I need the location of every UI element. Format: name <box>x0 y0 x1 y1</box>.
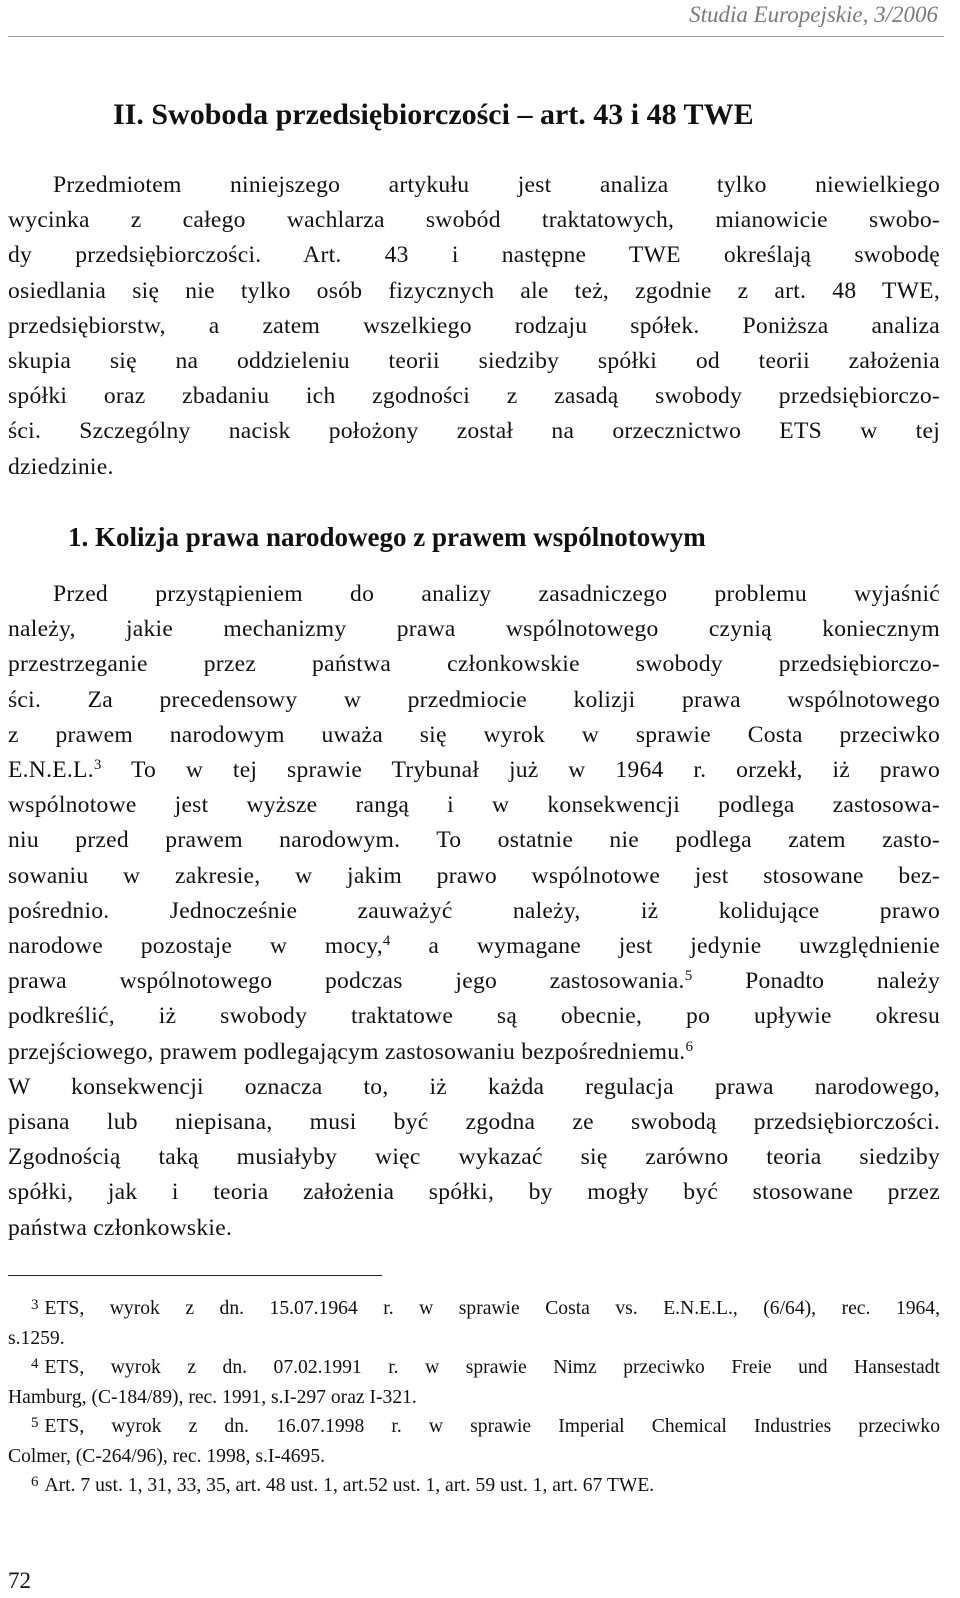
paragraph-line: dy przedsiębiorczości. Art. 43 i następne TWE określają swobodę <box>8 242 940 269</box>
section-heading: II. Swoboda przedsiębiorczości – art. 43 i 48 TWE <box>113 98 754 131</box>
paragraph-line <box>8 964 940 999</box>
paragraph-line: wspólnotowe jest wyższe rangą i w konsekwencji podlega zastosowa- <box>8 792 940 819</box>
footnote-text: ETS, wyrok z dn. 15.07.1964 r. w sprawie Costa vs. E.N.E.L., (6/64), rec. 1964, <box>44 1298 940 1319</box>
line-text: narodowe pozostaje w mocy, <box>8 933 383 960</box>
footnote-line: Colmer, (C-264/96), rec. 1998, s.I-4695. <box>8 1445 326 1467</box>
line-text: To w tej sprawie Trybunał już w 1964 r. orzekł, iż prawo <box>101 757 940 784</box>
paragraph-line <box>8 753 940 788</box>
paragraph-line: dziedzinie. <box>8 453 114 480</box>
paragraph-line: podkreślić, iż swobody traktatowe są obecnie, po upływie okresu <box>8 1003 940 1030</box>
line-text: E.N.E.L. <box>8 757 94 784</box>
footnote-ref[interactable]: 3 <box>93 757 102 774</box>
footnote-text: Art. 7 ust. 1, 31, 33, 35, art. 48 ust. 1, art.52 ust. 1, art. 59 ust. 1, art. 67 TWE. <box>44 1475 655 1496</box>
footnote-text: ETS, wyrok z dn. 07.02.1991 r. w sprawie Nimz przeciwko Freie und Hansestadt <box>44 1357 940 1378</box>
paragraph-line: osiedlania się nie tylko osób fizycznych ale też, zgodnie z art. 48 TWE, <box>8 277 940 304</box>
paragraph-line: Przedmiotem niniejszego artykułu jest analiza tylko niewielkiego <box>53 172 940 198</box>
paragraph-line: przestrzeganie przez państwa członkowskie swobody przedsiębiorczo- <box>8 651 940 678</box>
footnote-line <box>8 1471 940 1501</box>
paragraph-line: państwa członkowskie. <box>8 1214 233 1241</box>
footnote-line: s.1259. <box>8 1327 65 1349</box>
paragraph-line: Przed przystąpieniem do analizy zasadniczego problemu wyjaśnić <box>53 581 940 607</box>
footnote-line <box>8 1412 940 1442</box>
footnote-ref[interactable]: 6 <box>685 1038 694 1055</box>
footnote-line: Hamburg, (C-184/89), rec. 1991, s.I-297 oraz I-321. <box>8 1386 417 1408</box>
body-paragraph <box>8 577 940 1246</box>
footnotes <box>8 1294 940 1501</box>
paragraph-line: ści. Szczególny nacisk położony został na orzecznictwo ETS w tej <box>8 418 940 445</box>
paragraph-line <box>8 1035 940 1070</box>
paragraph-line: wycinka z całego wachlarza swobód traktatowych, mianowicie swobo- <box>8 207 940 234</box>
running-header: Studia Europejskie, 3/2006 <box>689 2 938 27</box>
footnote-rule <box>8 1275 382 1276</box>
paragraph-line <box>8 929 940 964</box>
footnote-line <box>8 1353 940 1383</box>
paragraph-line: spółki, jak i teoria założenia spółki, by mogły być stosowane przez <box>8 1179 940 1206</box>
line-text: Ponadto należy <box>692 968 941 995</box>
intro-paragraph <box>8 168 940 485</box>
footnote-number: 6 <box>31 1474 39 1490</box>
line-text: prawa wspólnotowego podczas jego zastosowania. <box>8 968 685 995</box>
paragraph-line: spółki oraz zbadaniu ich zgodności z zasadą swobody przedsiębiorczo- <box>8 383 940 410</box>
paragraph-line: W konsekwencji oznacza to, iż każda regulacja prawa narodowego, <box>8 1073 940 1100</box>
paragraph-line: skupia się na oddzieleniu teorii siedziby spółki od teorii założenia <box>8 348 940 375</box>
line-text: a wymagane jest jedynie uwzględnienie <box>390 933 940 960</box>
paragraph-line: sowaniu w zakresie, w jakim prawo wspólnotowe jest stosowane bez- <box>8 862 940 889</box>
paragraph-line: niu przed prawem narodowym. To ostatnie nie podlega zatem zasto- <box>8 827 940 854</box>
header-rule <box>8 36 944 37</box>
line-text: przejściowego, prawem podlegającym zastosowaniu bezpośredniemu. <box>8 1038 686 1065</box>
footnote-number: 3 <box>31 1297 39 1313</box>
paragraph-line: pisana lub niepisana, musi być zgodna ze swobodą przedsiębiorczości. <box>8 1109 940 1136</box>
footnote-number: 5 <box>31 1415 39 1431</box>
footnote-line <box>8 1294 940 1324</box>
paragraph-line: należy, jakie mechanizmy prawa wspólnotowego czynią koniecznym <box>8 616 940 643</box>
footnote-ref[interactable]: 5 <box>684 968 693 985</box>
paragraph-line: Zgodnością taką musiałyby więc wykazać się zarówno teoria siedziby <box>8 1144 940 1171</box>
footnote-ref[interactable]: 4 <box>382 933 391 950</box>
footnote-number: 4 <box>31 1356 39 1372</box>
subsection-heading: 1. Kolizja prawa narodowego z prawem wspólnotowym <box>68 522 706 552</box>
paragraph-line: przedsiębiorstw, a zatem wszelkiego rodzaju spółek. Poniższa analiza <box>8 312 940 339</box>
page-number: 72 <box>8 1568 31 1593</box>
footnote-text: ETS, wyrok z dn. 16.07.1998 r. w sprawie Imperial Chemical Industries przeciwko <box>44 1416 940 1437</box>
paragraph-line: pośrednio. Jednocześnie zauważyć należy, iż kolidujące prawo <box>8 897 940 924</box>
paragraph-line: ści. Za precedensowy w przedmiocie kolizji prawa wspólnotowego <box>8 686 940 713</box>
paragraph-line: z prawem narodowym uważa się wyrok w sprawie Costa przeciwko <box>8 721 940 748</box>
